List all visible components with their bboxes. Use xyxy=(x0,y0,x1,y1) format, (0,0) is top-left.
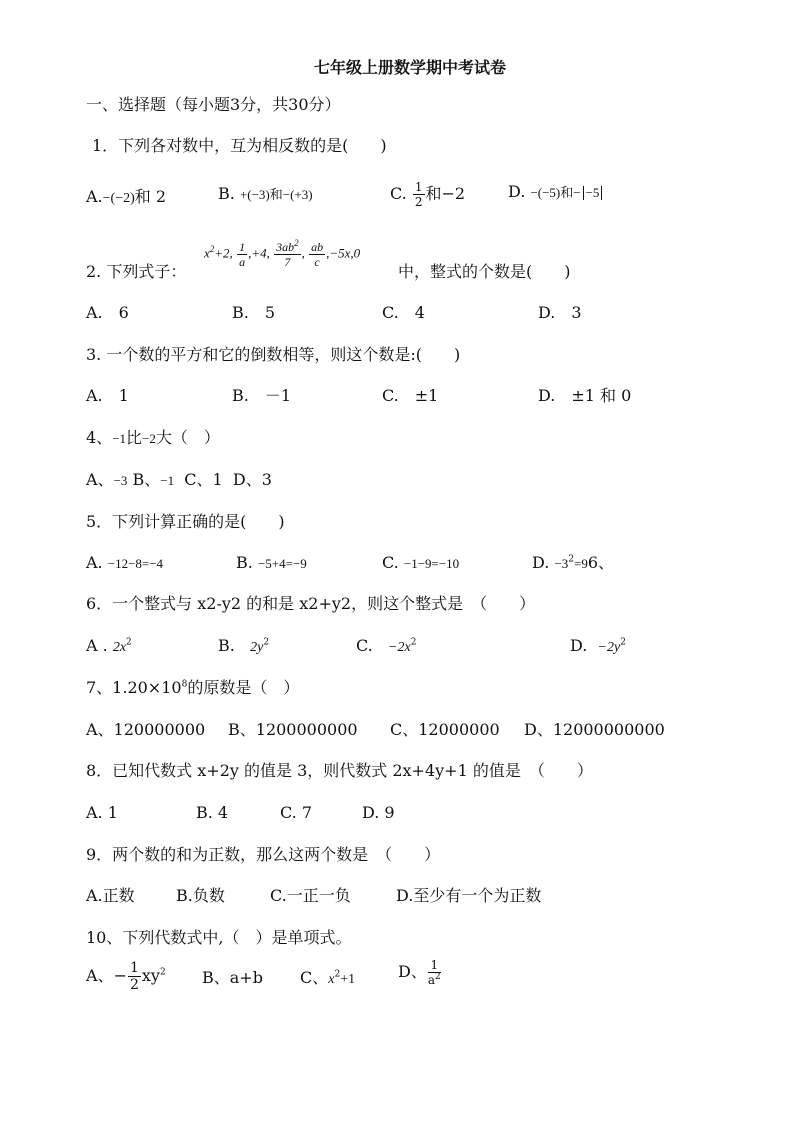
math-expression: −2 xyxy=(142,431,156,446)
absolute-bar-left xyxy=(583,186,584,200)
option-label: B. xyxy=(218,636,235,655)
question-6-option-a xyxy=(86,636,132,658)
question-2-option-c: C. 4 xyxy=(382,303,425,322)
question-9-option-b: B.负数 xyxy=(176,886,225,905)
math-expression: +1 xyxy=(340,972,356,987)
fraction: $\frac{3ab^2}{7}$ xyxy=(276,238,299,269)
question-1-option-c xyxy=(390,180,465,209)
question-7-option-d: D、12000000000 xyxy=(524,720,665,739)
exponent: 2 xyxy=(410,637,417,648)
math-expression: +2, xyxy=(214,245,233,261)
math-expression: −(−2) xyxy=(102,191,135,206)
question-text: 的原数是（ ） xyxy=(187,678,300,697)
question-1-option-a xyxy=(86,187,166,209)
question-2-tail: 中，整式的个数是( ) xyxy=(398,262,571,281)
question-3-option-a: A. 1 xyxy=(86,386,129,405)
question-1-option-d xyxy=(508,182,604,203)
option-text: 和−2 xyxy=(425,184,466,203)
option-label: D、 xyxy=(398,962,427,981)
question-3-stem: 3. 一个数的平方和它的倒数相等，则这个数是:( ) xyxy=(86,345,461,364)
question-3-option-c: C. ±1 xyxy=(382,386,439,405)
math-expression: −5 xyxy=(585,185,600,200)
question-2-option-b: B. 5 xyxy=(232,303,276,322)
question-8-option-c: C. 7 xyxy=(280,803,313,822)
question-10-option-c xyxy=(300,968,355,990)
math-expression: xy xyxy=(141,966,160,985)
math-expression: x xyxy=(204,245,210,261)
option-text: 和 2 xyxy=(134,187,167,206)
option-value: −1 xyxy=(160,473,175,488)
math-expression: −5+4=−9 xyxy=(257,556,307,571)
question-text: 7、1.20×10 xyxy=(86,678,182,697)
option-label: C、 xyxy=(300,968,329,987)
math-expression: −12−8=−4 xyxy=(107,556,164,571)
question-7-option-a: A、120000000 xyxy=(86,720,206,739)
exponent: 2 xyxy=(334,969,341,980)
question-8-option-d: D. 9 xyxy=(362,803,395,822)
option-label: D. xyxy=(570,636,588,655)
absolute-bar-right xyxy=(601,186,602,200)
question-10-option-b: B、a+b xyxy=(202,968,263,987)
option-label: A、 xyxy=(86,966,114,985)
math-expression: x xyxy=(328,972,335,987)
question-2-option-d: D. 3 xyxy=(538,303,582,322)
question-4-stem xyxy=(86,428,220,449)
question-text: 大（ ） xyxy=(155,428,220,447)
question-10-option-d xyxy=(398,958,442,987)
question-10-option-a xyxy=(86,960,166,993)
math-expression: −2y xyxy=(597,640,621,655)
option-label: A、 xyxy=(86,470,114,489)
question-9-option-d: D.至少有一个为正数 xyxy=(396,886,542,905)
exponent: 2 xyxy=(620,637,626,648)
option-label: D. xyxy=(508,182,526,201)
question-4-options xyxy=(86,470,272,491)
exponent: 2 xyxy=(126,637,132,648)
option-label: B、 xyxy=(132,470,161,489)
exponent: 8 xyxy=(181,679,188,690)
option-label: B. xyxy=(218,184,235,203)
math-expression: +(−3)和−(+3) xyxy=(239,187,313,202)
math-expression: ,+4, xyxy=(248,245,270,261)
question-2-stem: 2. 下列式子： xyxy=(86,262,187,281)
question-9-option-c: C.一正一负 xyxy=(270,886,351,905)
question-2-option-a: A. 6 xyxy=(86,303,129,322)
question-8-stem: 8．已知代数式 x+2y 的值是 3，则代数式 2x+4y+1 的值是 （ ） xyxy=(86,761,593,780)
math-expression: −1 xyxy=(112,431,127,446)
question-1-stem: 1．下列各对数中，互为相反数的是( ) xyxy=(92,136,387,155)
exponent: 2 xyxy=(159,967,166,978)
option-label: C. xyxy=(356,636,373,655)
question-6-option-c xyxy=(356,636,416,658)
question-3-option-b: B. －1 xyxy=(232,386,292,405)
option-label: D. xyxy=(532,553,550,572)
question-1-option-b xyxy=(218,184,313,205)
exponent: 2 xyxy=(263,637,270,648)
math-expression: − xyxy=(113,966,127,985)
math-expression: −(−5)和− xyxy=(530,185,581,200)
question-9-option-a: A.正数 xyxy=(86,886,135,905)
fraction: $\frac{1}{2}$ xyxy=(129,960,139,993)
question-5-option-a xyxy=(86,553,163,574)
question-2-expressions xyxy=(204,240,360,269)
question-5-option-c xyxy=(382,553,459,574)
question-6-option-b xyxy=(218,636,269,658)
question-7-option-c: C、12000000 xyxy=(390,720,500,739)
math-expression: , xyxy=(301,245,305,261)
question-7-stem xyxy=(86,678,299,698)
math-expression: 2y xyxy=(250,640,264,655)
exam-title: 七年级上册数学期中考试卷 xyxy=(314,58,507,77)
option-label: C. xyxy=(390,184,407,203)
exponent: 2 xyxy=(209,244,215,255)
option-label: B. xyxy=(236,553,253,572)
question-5-option-b xyxy=(236,553,307,574)
option-label: A . xyxy=(86,636,108,655)
exponent: 2 xyxy=(568,554,575,565)
question-3-option-d: D. ±1 和 0 xyxy=(538,386,632,405)
option-text: C、1 xyxy=(184,470,223,489)
math-expression: =9 xyxy=(574,556,588,571)
question-5-option-d xyxy=(532,553,614,574)
question-10-stem: 10、下列代数式中,（ ）是单项式。 xyxy=(86,928,352,947)
math-expression: −3 xyxy=(554,556,569,571)
question-5-stem: 5．下列计算正确的是( ) xyxy=(86,512,285,531)
option-label: A. xyxy=(86,187,103,206)
option-text: D、3 xyxy=(232,470,272,489)
option-label: A. xyxy=(86,553,103,572)
option-label: C. xyxy=(382,553,399,572)
math-expression: ,−5x,0 xyxy=(326,245,361,261)
fraction: $\frac{1}{2}$ xyxy=(414,180,423,209)
fraction: $\frac{1}{a^2}$ xyxy=(427,958,441,987)
question-number: 4、 xyxy=(86,428,113,447)
section-heading: 一、选择题（每小题3分，共30分） xyxy=(86,95,341,114)
question-8-option-b: B. 4 xyxy=(196,803,229,822)
math-expression: 2x xyxy=(112,640,127,655)
fraction: $\frac{1}{a}$ xyxy=(239,240,246,269)
question-7-option-b: B、1200000000 xyxy=(228,720,358,739)
option-value: −3 xyxy=(113,473,128,488)
fraction: $\frac{ab}{c}$ xyxy=(311,240,324,269)
option-text: 6、 xyxy=(587,553,615,572)
math-expression: −1−9=−10 xyxy=(403,556,460,571)
question-9-stem: 9．两个数的和为正数，那么这两个数是 （ ） xyxy=(86,845,441,864)
question-6-stem: 6．一个整式与 x2-y2 的和是 x2+y2，则这个整式是 （ ） xyxy=(86,594,536,613)
question-8-option-a: A. 1 xyxy=(86,803,118,822)
question-text: 比 xyxy=(126,428,143,447)
question-6-option-d xyxy=(570,636,626,658)
math-expression: −2x xyxy=(388,640,411,655)
